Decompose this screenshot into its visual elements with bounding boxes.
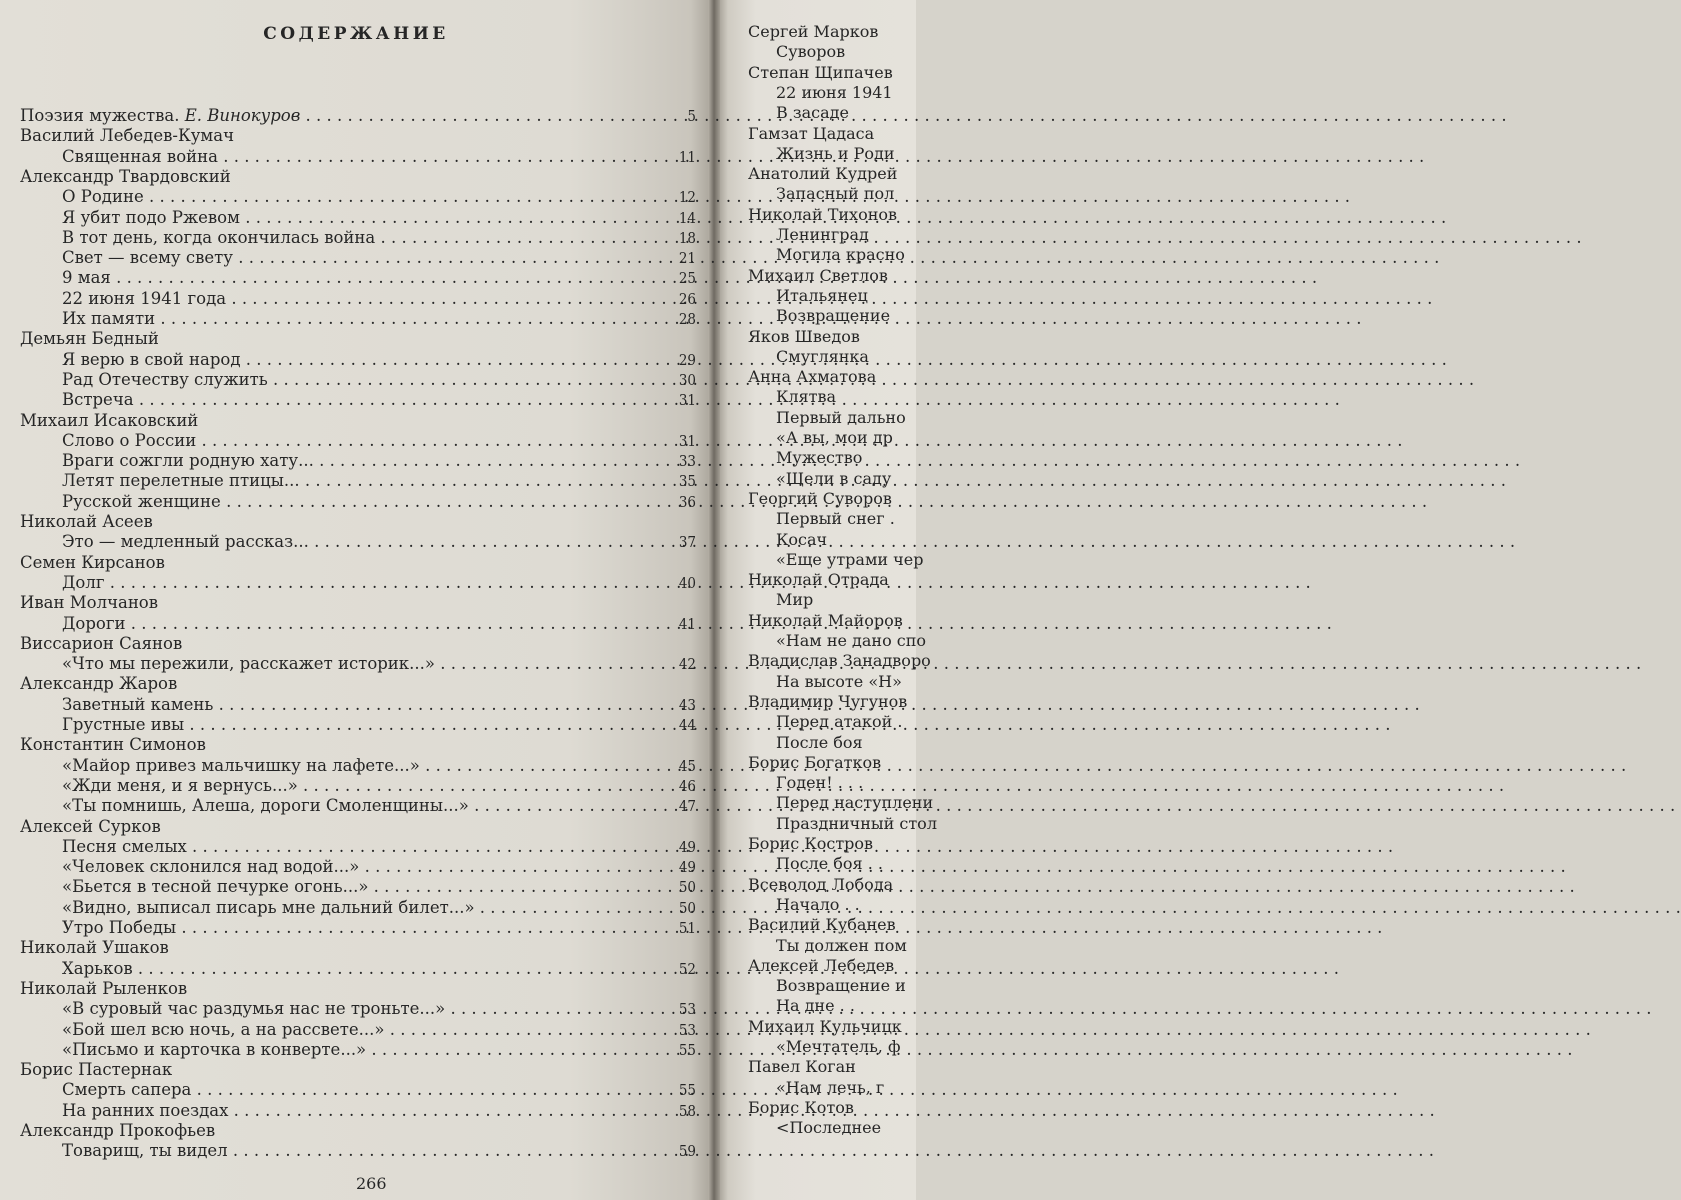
toc-entry-poem xyxy=(62,897,696,918)
toc-entry-author xyxy=(20,735,206,755)
toc-entry-text: Я верю в свой народ . . . xyxy=(62,350,640,370)
toc-entry-text: Священная война . . . xyxy=(62,147,640,167)
toc-entry-text: Товарищ, ты видел . . . xyxy=(62,1141,640,1161)
toc-entry-author: Николай Отрада xyxy=(748,570,889,590)
toc-entry-poem: Суворов xyxy=(776,42,846,62)
toc-entry-text: На ранних поездах . . . xyxy=(62,1101,640,1121)
toc-page-number: 42 xyxy=(678,655,696,674)
toc-page-number: 25 xyxy=(678,269,696,288)
toc-page-number: 37 xyxy=(678,533,696,552)
toc-entry-poem: «Еще утрами чер xyxy=(776,549,924,569)
toc-page-number: 53 xyxy=(678,1020,696,1039)
toc-page-number: 12 xyxy=(678,188,696,207)
toc-entry-poem xyxy=(62,146,696,167)
toc-entry-poem: Смуглянка xyxy=(776,346,869,366)
toc-entry-author: Всеволод Лобода xyxy=(748,874,894,894)
toc-entry-text: Враги сожгли родную хату... . . . xyxy=(62,451,640,471)
toc-page-number: 46 xyxy=(678,776,696,795)
toc-entry-author xyxy=(20,938,169,958)
toc-entry-text: «Человек склонился над водой...» . . . xyxy=(62,857,640,877)
toc-entry-author xyxy=(20,411,198,431)
toc-entry-text: Я убит подо Ржевом . . . xyxy=(62,208,640,228)
toc-entry-poem xyxy=(62,857,696,877)
toc-entry-author: Владимир Чугунов xyxy=(748,691,908,711)
toc-entry-poem: «Нам не дано спо xyxy=(776,631,927,650)
toc-entry-poem xyxy=(62,491,696,512)
toc-entry-poem: 22 июня 1941 xyxy=(776,82,893,102)
toc-entry-poem: На дне . . xyxy=(776,996,855,1016)
toc-entry-text: Николай Рыленков xyxy=(20,978,188,998)
toc-page-number: 51 xyxy=(678,919,696,937)
toc-page-number: 18 xyxy=(678,228,696,247)
toc-entry-poem: Мужество xyxy=(776,448,863,468)
toc-entry-text: Николай Ушаков xyxy=(20,938,169,958)
toc-entry-author: Михаил Кульчицк xyxy=(748,1016,902,1036)
toc-entry-author: Алексей Лебедев xyxy=(748,955,895,975)
toc-page-number: 49 xyxy=(678,858,696,877)
toc-entry-text: Константин Симонов xyxy=(20,735,206,755)
toc-entry-poem xyxy=(62,207,696,228)
toc-entry-author: Гамзат Цадаса xyxy=(748,123,875,143)
toc-entry-author: Анна Ахматова xyxy=(748,367,877,387)
toc-entry-text: Русской женщине . . . xyxy=(62,492,640,512)
toc-entry-poem xyxy=(62,613,696,634)
toc-entry-poem xyxy=(62,775,696,796)
toc-entry-poem xyxy=(62,227,696,248)
toc-entry-poem: После боя . . xyxy=(776,854,883,874)
toc-page-number: 31 xyxy=(678,431,696,450)
toc-entry-poem: «Нам лечь, г xyxy=(776,1077,885,1097)
toc-entry-poem: <Последнее xyxy=(776,1118,882,1138)
toc-entry-poem xyxy=(62,349,696,370)
toc-entry-text: Виссарион Саянов xyxy=(20,633,183,653)
page-title: СОДЕРЖАНИЕ xyxy=(263,24,449,44)
toc-entry-text: Александр Жаров xyxy=(20,674,178,694)
toc-entry-author xyxy=(20,512,153,532)
toc-page-number: 26 xyxy=(678,289,696,308)
toc-entry-text: Заветный камень . . . xyxy=(62,695,640,715)
toc-entry-text: «Видно, выписал писарь мне дальний билет...» . . . xyxy=(62,898,640,918)
toc-entry-poem: «Щели в саду xyxy=(776,468,892,488)
toc-entry-poem xyxy=(62,755,696,776)
toc-entry-poem xyxy=(62,248,696,268)
toc-page-number: 45 xyxy=(678,756,696,775)
toc-entry-poem xyxy=(62,430,696,451)
toc-entry-poem: Мир xyxy=(776,590,814,610)
toc-entry-author xyxy=(20,126,234,146)
toc-entry-poem: Перед атакой . xyxy=(776,712,903,732)
toc-entry-text: Свет — всему свету . . . xyxy=(62,248,640,268)
toc-page-number: 29 xyxy=(678,350,696,369)
toc-entry-poem: «А вы, мои др xyxy=(776,428,893,447)
toc-entry-poem: Жизнь и Роди xyxy=(776,143,895,163)
toc-entry-poem: После боя xyxy=(776,732,863,752)
toc-entry-text: Рад Отечеству служить . . . xyxy=(62,370,640,390)
toc-page-number: 30 xyxy=(678,370,696,389)
toc-entry-poem xyxy=(62,836,696,857)
toc-entry-text: Борис Пастернак xyxy=(20,1060,173,1080)
toc-entry-author: Василий Кубанев xyxy=(748,915,896,935)
toc-entry-poem xyxy=(62,288,696,309)
toc-page-number: 47 xyxy=(678,797,696,816)
toc-entry-author xyxy=(20,553,165,573)
toc-entry-poem: Возвращение xyxy=(776,306,891,326)
toc-page-number: 50 xyxy=(678,878,696,897)
toc-entry-author: Анатолий Кудрей xyxy=(748,164,898,184)
toc-entry-text: О Родине . . . xyxy=(62,187,640,207)
toc-entry-poem xyxy=(62,187,696,207)
toc-entry-text: Поэзия мужества. Е. Винокуров . . . xyxy=(20,106,640,126)
toc-entry-text: Александр Прокофьев xyxy=(20,1121,216,1140)
toc-entry-poem xyxy=(62,572,696,593)
toc-entry-text: Михаил Исаковский xyxy=(20,410,199,430)
toc-page-number: 40 xyxy=(678,573,696,592)
toc-entry-poem xyxy=(62,390,696,410)
toc-page-number: 5 xyxy=(687,107,696,125)
toc-entry-author: Георгий Суворов xyxy=(748,488,892,508)
toc-entry-author xyxy=(20,593,158,613)
toc-entry-poem xyxy=(62,796,696,816)
toc-entry-text: Дороги . . . xyxy=(62,614,640,634)
toc-entry-poem xyxy=(62,715,696,735)
toc-entry-text: Слово о России . . . xyxy=(62,431,640,451)
toc-entry-poem xyxy=(62,369,696,390)
toc-entry-author: Яков Шведов xyxy=(748,326,860,346)
toc-entry-text: Долг . . . xyxy=(62,573,640,593)
toc-entry-poem: На высоте «Н» xyxy=(776,671,902,691)
toc-entry-text: «Что мы пережили, расскажет историк...» . . . xyxy=(62,654,640,674)
toc-entry-text: В тот день, когда окончилась война . . . xyxy=(62,228,640,248)
toc-entry-poem xyxy=(62,694,696,715)
toc-entry-author: Владислав Занадворо xyxy=(748,651,931,671)
toc-entry-text: «Бой шел всю ночь, а на рассвете...» . . . xyxy=(62,1020,640,1040)
toc-entry-text: Алексей Сурков xyxy=(20,816,161,836)
toc-entry-author: Степан Щипачев xyxy=(748,62,893,82)
toc-entry-poem: В засаде xyxy=(776,103,849,123)
toc-entry-author xyxy=(20,817,161,837)
toc-entry-author-italic: Е. Винокуров xyxy=(184,106,301,125)
toc-entry-author xyxy=(20,1121,215,1141)
toc-entry-text: 9 мая . . . xyxy=(62,268,640,288)
toc-entry-poem: Перед наступлени xyxy=(776,793,934,813)
toc-entry-poem xyxy=(62,654,696,674)
toc-entry-text: 22 июня 1941 года . . . xyxy=(62,289,640,309)
toc-entry-text: «Ты помнишь, Алеша, дороги Смоленщины...» . . . xyxy=(62,796,640,816)
toc-entry-author xyxy=(20,634,182,654)
toc-entry-text: Летят перелетные птицы... . . . xyxy=(62,471,640,491)
toc-entry-poem xyxy=(62,999,696,1019)
toc-entry-poem xyxy=(62,309,696,329)
toc-entry-poem: Итальянец xyxy=(776,285,868,305)
toc-entry-poem: Косач xyxy=(776,529,828,549)
toc-entry-poem xyxy=(62,877,696,897)
toc-entry-author xyxy=(20,106,696,126)
toc-entry-author xyxy=(20,167,231,187)
toc-entry-author: Борис Котов xyxy=(748,1097,854,1117)
toc-entry-author: Сергей Марков xyxy=(748,22,879,41)
toc-entry-text: Песня смелых . . . xyxy=(62,837,640,857)
toc-entry-poem xyxy=(62,958,696,979)
toc-entry-poem xyxy=(62,1039,696,1060)
toc-page-number: 36 xyxy=(678,492,696,511)
toc-entry-text: Их памяти . . . xyxy=(62,309,640,329)
toc-entry-author: Михаил Светлов xyxy=(748,265,888,285)
toc-page-number: 49 xyxy=(678,837,696,856)
toc-entry-poem: Годен! . . . xyxy=(776,773,864,793)
toc-entry-text: Это — медленный рассказ... . . . xyxy=(62,532,640,552)
toc-entry-poem: «Мечтатель, ф xyxy=(776,1037,901,1056)
toc-entry-author: Николай Майоров xyxy=(748,610,903,630)
toc-entry-poem xyxy=(62,268,696,288)
toc-page-number: 59 xyxy=(678,1142,696,1161)
toc-page-number: 55 xyxy=(678,1040,696,1059)
toc-entry-text: «Письмо и карточка в конверте...» . . . xyxy=(62,1040,640,1060)
toc-page-number: 28 xyxy=(678,310,696,328)
toc-entry-poem: Ты должен пом xyxy=(776,935,907,955)
toc-entry-poem xyxy=(62,918,696,938)
toc-entry-poem xyxy=(62,451,696,471)
toc-page-number: 14 xyxy=(678,208,696,227)
toc-entry-poem: Запасный пол xyxy=(776,184,895,204)
toc-entry-text: Иван Молчанов xyxy=(20,593,159,613)
toc-page-number: 41 xyxy=(678,614,696,633)
toc-entry-author xyxy=(20,979,187,999)
toc-entry-poem xyxy=(62,1019,696,1040)
toc-entry-poem xyxy=(62,1141,696,1161)
toc-entry-author: Борис Костров xyxy=(748,834,874,853)
toc-entry-text: Харьков . . . xyxy=(62,959,640,979)
toc-page-number: 52 xyxy=(678,959,696,978)
toc-entry-text: «Жди меня, и я вернусь...» . . . xyxy=(62,776,640,796)
toc-entry-poem: Возвращение и xyxy=(776,976,906,996)
toc-page-number: 55 xyxy=(678,1081,696,1100)
toc-entry-author: Борис Богатков xyxy=(748,752,882,772)
toc-page-number: 58 xyxy=(678,1101,696,1120)
toc-page-number: 53 xyxy=(678,1000,696,1019)
toc-entry-poem xyxy=(62,1080,696,1100)
toc-entry-text: Александр Твардовский xyxy=(20,166,231,186)
toc-entry-poem: Праздничный стол xyxy=(776,813,937,833)
toc-entry-author xyxy=(20,674,177,694)
toc-entry-text: Демьян Бедный xyxy=(20,329,159,349)
toc-entry-author xyxy=(20,1060,172,1080)
toc-entry-poem: Могила красно xyxy=(776,245,905,265)
toc-page-number: 21 xyxy=(678,249,696,268)
toc-entry-text: Утро Победы . . . xyxy=(62,918,640,938)
toc-page-number: 11 xyxy=(678,147,696,166)
toc-entry-text: Семен Кирсанов xyxy=(20,552,165,572)
toc-entry-poem xyxy=(62,532,696,552)
toc-entry-text: Василий Лебедев-Кумач xyxy=(20,126,235,146)
toc-entry-poem: Клятва xyxy=(776,387,837,407)
toc-page-number: 43 xyxy=(678,695,696,714)
toc-entry-poem: Ленинград xyxy=(776,225,869,244)
toc-entry-author xyxy=(20,329,159,349)
toc-entry-author: Николай Тихонов xyxy=(748,204,897,224)
toc-entry-text: «В суровый час раздумья нас не троньте...» . . . xyxy=(62,999,640,1019)
toc-entry-poem: Первый дально xyxy=(776,407,906,427)
toc-page-number: 33 xyxy=(678,452,696,471)
toc-entry-poem xyxy=(62,471,696,491)
toc-page-number: 50 xyxy=(678,898,696,917)
toc-entry-poem: Начало . . xyxy=(776,894,860,914)
toc-entry-text: «Бьется в тесной печурке огонь...» . . . xyxy=(62,877,640,897)
toc-page-number: 35 xyxy=(678,472,696,491)
toc-entry-text: Николай Асеев xyxy=(20,512,153,531)
toc-entry-poem xyxy=(62,1100,696,1121)
toc-page-number: 44 xyxy=(678,716,696,734)
toc-entry-poem: Первый снег . xyxy=(776,509,895,529)
toc-entry-text: Грустные ивы . . . xyxy=(62,715,640,735)
page-number: 266 xyxy=(356,1174,387,1193)
toc-page-number: 31 xyxy=(678,391,696,410)
toc-entry-text: Встреча . . . xyxy=(62,390,640,410)
toc-entry-text: Смерть сапера . . . xyxy=(62,1080,640,1100)
toc-entry-text: «Майор привез мальчишку на лафете...» . . . xyxy=(62,756,640,776)
toc-entry-author: Павел Коган xyxy=(748,1057,856,1077)
